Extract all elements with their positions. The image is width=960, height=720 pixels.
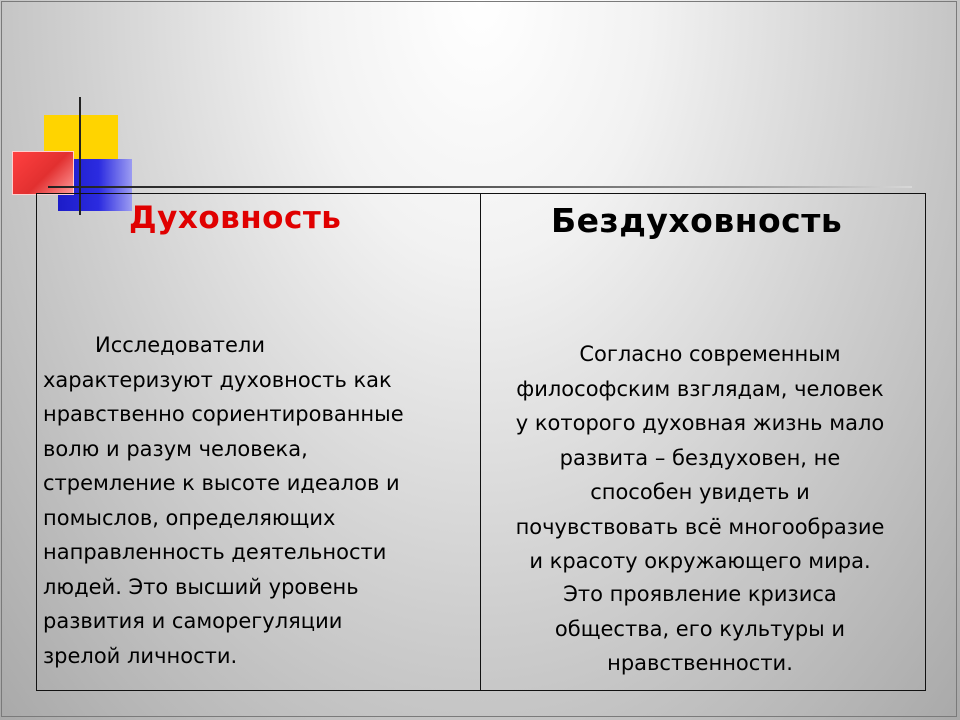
text-line: Согласно современным — [579, 342, 841, 366]
heading-spirituality: Духовность — [129, 200, 342, 236]
text-line: нравственности. — [607, 651, 793, 675]
text-line: Это проявление кризиса — [563, 582, 837, 606]
text-line: развития и саморегуляции — [43, 609, 343, 633]
heading-lack-of-spirituality: Бездуховность — [551, 201, 843, 240]
text-line: направленность деятельности — [43, 540, 387, 564]
text-line: развита – бездуховен, не — [559, 445, 841, 470]
text-line: Исследователи — [95, 333, 265, 357]
text-line: нравственно сориентированные — [43, 402, 404, 426]
spirituality-definition — [43, 328, 468, 673]
column-spirituality — [37, 194, 480, 690]
text-line: общества, его культуры и — [554, 616, 846, 641]
text-line: характеризуют духовность как — [43, 367, 392, 392]
text-line: и красоту окружающего мира. — [529, 549, 871, 573]
comparison-table — [36, 193, 926, 691]
text-line: почувствовать всё многообразие — [515, 514, 885, 539]
decor-horizontal-line — [48, 186, 912, 188]
text-line: зрелой личности. — [43, 643, 238, 668]
text-line: помыслов, определяющих — [43, 505, 336, 530]
text-line: способен увидеть и — [590, 480, 810, 504]
decor-red-square — [12, 151, 74, 195]
text-line: философским взглядам, человек — [516, 376, 884, 401]
crisis-statement — [487, 577, 913, 681]
text-line: у которого духовная жизнь мало — [515, 411, 885, 435]
lack-of-spirituality-definition — [487, 337, 913, 579]
column-lack-of-spirituality — [481, 194, 925, 690]
text-line: волю и разум человека, — [43, 436, 308, 461]
text-line: стремление к высоте идеалов и — [43, 471, 400, 495]
text-line: людей. Это высший уровень — [43, 574, 359, 599]
